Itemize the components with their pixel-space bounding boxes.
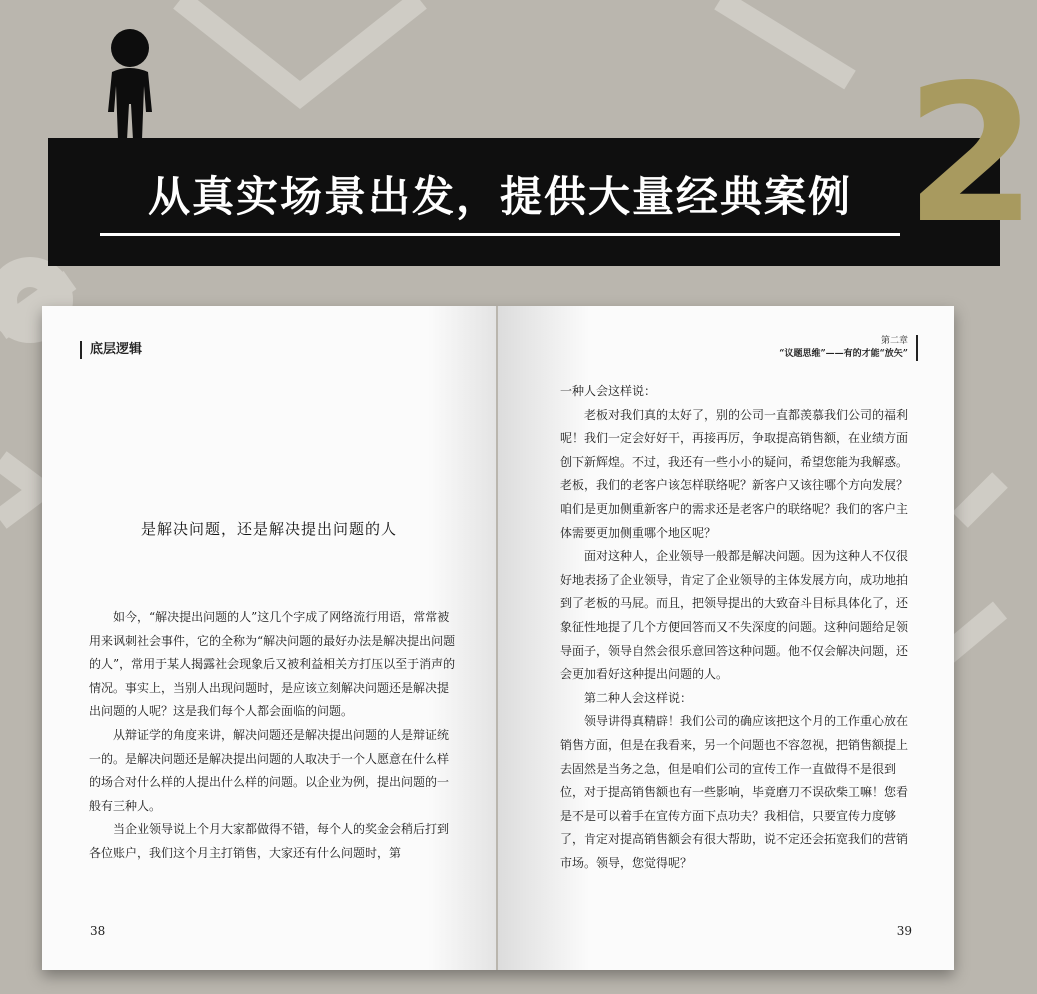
paragraph: 从辩证学的角度来讲，解决问题还是解决提出问题的人是辩证统一的。是解决问题还是解决提出问题的人取决于一个人愿意在什么样的场合对什么样的人提出什么样的问题。以企业为例，提出问题的一般有三种人。 [89,727,450,813]
running-head-left: 底层逻辑 [80,341,142,359]
section-title: 是解决问题，还是解决提出问题的人 [140,520,397,538]
running-head-right [779,335,918,361]
paragraph: 当企业领导说上个月大家都做得不错，每个人的奖金会稍后打到各位账户，我们这个月主打销售，大家还有什么问题时，第 [89,822,450,860]
left-page-body [89,606,459,866]
right-page [498,306,954,970]
paragraph: 领导讲得真精辟！我们公司的确应该把这个月的工作重心放在销售方面，但是在我看来，另一个问题也不容忽视，把销售额提上去固然是当务之急，但是咱们公司的宣传工作一直做得不是很到位，对于提高销售额也有一些影响，毕竟磨刀不误砍柴工嘛！您看是不是可以着手在宣传方面下点功夫？我相信，只要宣传力度够了，肯定对提高销售额会有很大帮助，说不定还会拓宽我们的营销市场。领导，您觉得呢？ [560,714,909,870]
running-head-chapter-title: “议题思维”——有的才能“放矢” [779,349,908,359]
running-head-chapter: 第二章 [880,336,908,346]
paragraph: 老板对我们真的太好了，别的公司一直都羡慕我们公司的福利呢！我们一定会好好干，再接再厉，争取提高销售额，在业绩方面创下新辉煌。不过，我还有一些小小的疑问，希望您能为我解惑。老板，我们的老客户该怎样联络呢？新客户又该往哪个方向发展？咱们是更加侧重新客户的需求还是老客户的联络呢？我们的客户主体需要更加侧重哪个地区呢？ [560,407,909,540]
page-number-right: 39 [896,924,912,938]
page-number-left: 38 [90,924,106,938]
banner-underline [100,233,900,236]
right-page-body [560,380,912,875]
left-page [42,306,496,970]
paragraph: 第二种人会这样说： [584,690,693,705]
paragraph: 如今，“解决提出问题的人”这几个字成了网络流行用语，常常被用来讽刺社会事件，它的全称为“解决问题的最好办法是解决提出问题的人”，常用于某人揭露社会现象后又被利益相关方打压以至于消声的情况。事实上，当别人出现问题时，是应该立刻解决问题还是解决提出问题的人呢？这是我们每个人都会面临的问题。 [89,610,456,719]
chapter-number: 2 [905,44,1037,265]
paragraph: 面对这种人，企业领导一般都是解决问题。因为这种人不仅很好地表扬了企业领导，肯定了企业领导的主体发展方向，成功地拍到了老板的马屁。而且，把领导提出的大致奋斗目标具体化了，还象征性地提了几个方便回答而又不失深度的问题。这种问题给足领导面子，领导自然会很乐意回答这种问题。他不仅会解决问题，还会更加看好这种提出问题的人。 [560,549,909,682]
banner-title: 从真实场景出发，提供大量经典案例 [147,172,852,221]
person-silhouette-icon [100,28,160,140]
paragraph: 一种人会这样说： [560,384,657,398]
open-book [42,306,954,970]
